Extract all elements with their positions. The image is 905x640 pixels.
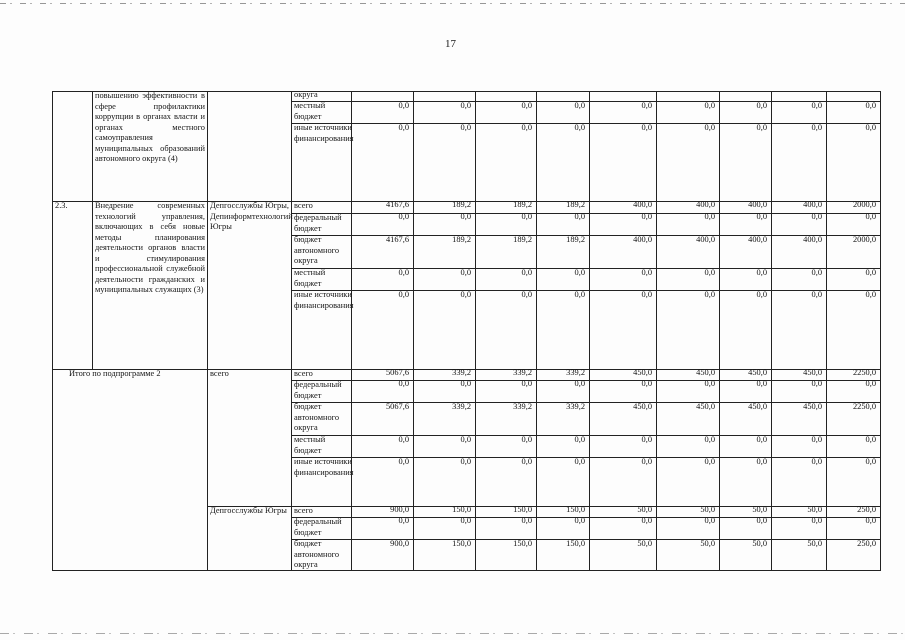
total-value: 400,0 [696, 200, 715, 209]
activity-description: Внедрение современных технологий управления, включающих в себя новые методы планирования деятельности органов власти и стимулирования профессиональной служебной деятельности гражданских и муниципальных служащих (3) [95, 201, 205, 294]
page-number: 17 [445, 38, 456, 50]
other-sources-value: 0,0 [704, 457, 715, 466]
federal-budget-value: 0,0 [704, 379, 715, 388]
local-budget-value: 0,0 [398, 268, 409, 277]
funding-source-label: иные источники финансирования [294, 290, 354, 310]
responsible-executor: Депгосслужбы Югры, Депинформтехнологий Югры [210, 201, 293, 231]
federal-budget-value: 0,0 [865, 516, 876, 525]
grid-line-vertical [536, 91, 537, 571]
funding-source-label: федеральный бюджет [294, 517, 342, 537]
other-sources-value: 0,0 [398, 457, 409, 466]
local-budget-value: 0,0 [398, 101, 409, 110]
funding-source-label: местный бюджет [294, 101, 326, 121]
federal-budget-value: 0,0 [398, 212, 409, 221]
other-sources-value: 0,0 [811, 290, 822, 299]
local-budget-value: 0,0 [574, 268, 585, 277]
other-sources-value: 0,0 [641, 457, 652, 466]
local-budget-value: 0,0 [521, 268, 532, 277]
total-value: 400,0 [748, 200, 767, 209]
funding-source-label: всего [294, 369, 313, 378]
federal-budget-value: 0,0 [521, 212, 532, 221]
local-budget-value: 0,0 [865, 435, 876, 444]
federal-budget-value: 0,0 [641, 516, 652, 525]
grid-line-vertical [656, 91, 657, 571]
total-value: 400,0 [633, 200, 652, 209]
other-sources-value: 0,0 [574, 290, 585, 299]
grid-line-vertical [291, 91, 292, 571]
okrug-budget-value: 250,0 [857, 539, 876, 548]
funding-source-label: всего [294, 201, 313, 210]
other-sources-value: 0,0 [574, 457, 585, 466]
responsible-executor: Депгосслужбы Югры [210, 506, 287, 515]
okrug-budget-value: 189,2 [452, 235, 471, 244]
total-value: 150,0 [513, 505, 532, 514]
other-sources-value: 0,0 [460, 457, 471, 466]
grid-line-vertical [475, 91, 476, 571]
other-sources-value: 0,0 [521, 290, 532, 299]
total-value: 339,2 [452, 368, 471, 377]
okrug-budget-value: 339,2 [566, 402, 585, 411]
local-budget-value: 0,0 [704, 101, 715, 110]
subprogram-total-label: Итого по подпрограмме 2 [69, 369, 161, 378]
local-budget-value: 0,0 [641, 268, 652, 277]
local-budget-value: 0,0 [756, 268, 767, 277]
local-budget-value: 0,0 [865, 101, 876, 110]
okrug-budget-value: 2000,0 [852, 235, 876, 244]
federal-budget-value: 0,0 [641, 379, 652, 388]
federal-budget-value: 0,0 [641, 212, 652, 221]
okrug-budget-value: 4167,6 [385, 235, 409, 244]
okrug-budget-value: 50,0 [637, 539, 652, 548]
okrug-budget-value: 5067,6 [385, 402, 409, 411]
federal-budget-value: 0,0 [460, 212, 471, 221]
okrug-budget-value: 450,0 [696, 402, 715, 411]
local-budget-value: 0,0 [574, 435, 585, 444]
local-budget-value: 0,0 [521, 435, 532, 444]
okrug-budget-value: 400,0 [803, 235, 822, 244]
other-sources-value: 0,0 [811, 457, 822, 466]
okrug-budget-value: 50,0 [700, 539, 715, 548]
local-budget-value: 0,0 [865, 268, 876, 277]
federal-budget-value: 0,0 [574, 212, 585, 221]
other-sources-value: 0,0 [398, 123, 409, 132]
local-budget-value: 0,0 [704, 435, 715, 444]
okrug-budget-value: 400,0 [748, 235, 767, 244]
scan-edge-bottom [0, 633, 905, 634]
okrug-budget-value: 50,0 [752, 539, 767, 548]
local-budget-value: 0,0 [460, 268, 471, 277]
funding-source-label: бюджет автономного округа [294, 402, 340, 432]
okrug-budget-value: 450,0 [633, 402, 652, 411]
okrug-budget-value: 339,2 [513, 402, 532, 411]
federal-budget-value: 0,0 [460, 379, 471, 388]
table-left-border [52, 91, 53, 571]
funding-source-label: федеральный бюджет [294, 213, 342, 233]
total-value: 50,0 [700, 505, 715, 514]
federal-budget-value: 0,0 [704, 212, 715, 221]
total-value: 2250,0 [852, 368, 876, 377]
federal-budget-value: 0,0 [521, 516, 532, 525]
local-budget-value: 0,0 [398, 435, 409, 444]
activity-description: повышению эффективности в сфере профилактики коррупции в органах власти и органах местного самоуправления муниципальных образований автономного округа (4) [95, 91, 205, 163]
okrug-budget-value: 450,0 [748, 402, 767, 411]
total-value: 339,2 [513, 368, 532, 377]
federal-budget-value: 0,0 [865, 379, 876, 388]
local-budget-value: 0,0 [460, 435, 471, 444]
local-budget-value: 0,0 [811, 101, 822, 110]
total-value: 189,2 [452, 200, 471, 209]
grid-line-vertical [589, 91, 590, 571]
okrug-budget-value: 50,0 [807, 539, 822, 548]
total-value: 50,0 [637, 505, 652, 514]
other-sources-value: 0,0 [398, 290, 409, 299]
other-sources-value: 0,0 [756, 123, 767, 132]
federal-budget-value: 0,0 [756, 379, 767, 388]
federal-budget-value: 0,0 [756, 516, 767, 525]
other-sources-value: 0,0 [460, 290, 471, 299]
funding-source-label: федеральный бюджет [294, 380, 342, 400]
grid-line-vertical [771, 91, 772, 571]
okrug-budget-value: 400,0 [633, 235, 652, 244]
federal-budget-value: 0,0 [460, 516, 471, 525]
local-budget-value: 0,0 [641, 435, 652, 444]
grid-line-vertical [413, 91, 414, 571]
federal-budget-value: 0,0 [574, 379, 585, 388]
funding-source-label: местный бюджет [294, 268, 326, 288]
federal-budget-value: 0,0 [756, 212, 767, 221]
funding-source-label: округа [294, 90, 318, 99]
local-budget-value: 0,0 [460, 101, 471, 110]
okrug-budget-value: 2250,0 [852, 402, 876, 411]
federal-budget-value: 0,0 [521, 379, 532, 388]
other-sources-value: 0,0 [574, 123, 585, 132]
total-value: 150,0 [566, 505, 585, 514]
total-value: 5067,6 [385, 368, 409, 377]
other-sources-value: 0,0 [641, 290, 652, 299]
other-sources-value: 0,0 [865, 457, 876, 466]
other-sources-value: 0,0 [641, 123, 652, 132]
funding-source-label: иные источники финансирования [294, 457, 354, 477]
other-sources-value: 0,0 [460, 123, 471, 132]
federal-budget-value: 0,0 [398, 379, 409, 388]
responsible-executor: всего [210, 369, 229, 378]
local-budget-value: 0,0 [641, 101, 652, 110]
okrug-budget-value: 450,0 [803, 402, 822, 411]
total-value: 450,0 [803, 368, 822, 377]
other-sources-value: 0,0 [811, 123, 822, 132]
grid-line-vertical [351, 91, 352, 571]
okrug-budget-value: 150,0 [513, 539, 532, 548]
funding-source-label: местный бюджет [294, 435, 326, 455]
federal-budget-value: 0,0 [811, 212, 822, 221]
local-budget-value: 0,0 [756, 435, 767, 444]
funding-source-label: всего [294, 506, 313, 515]
local-budget-value: 0,0 [811, 268, 822, 277]
federal-budget-value: 0,0 [574, 516, 585, 525]
other-sources-value: 0,0 [865, 290, 876, 299]
total-value: 50,0 [807, 505, 822, 514]
okrug-budget-value: 189,2 [513, 235, 532, 244]
other-sources-value: 0,0 [521, 457, 532, 466]
total-value: 50,0 [752, 505, 767, 514]
total-value: 400,0 [803, 200, 822, 209]
funding-source-label: бюджет автономного округа [294, 539, 340, 569]
total-value: 189,2 [513, 200, 532, 209]
total-value: 450,0 [696, 368, 715, 377]
total-value: 339,2 [566, 368, 585, 377]
total-value: 250,0 [857, 505, 876, 514]
okrug-budget-value: 189,2 [566, 235, 585, 244]
other-sources-value: 0,0 [865, 123, 876, 132]
grid-line-vertical [719, 91, 720, 571]
okrug-budget-value: 339,2 [452, 402, 471, 411]
total-value: 150,0 [452, 505, 471, 514]
local-budget-value: 0,0 [521, 101, 532, 110]
local-budget-value: 0,0 [704, 268, 715, 277]
federal-budget-value: 0,0 [811, 516, 822, 525]
funding-source-label: бюджет автономного округа [294, 235, 340, 265]
other-sources-value: 0,0 [756, 457, 767, 466]
other-sources-value: 0,0 [521, 123, 532, 132]
total-value: 2000,0 [852, 200, 876, 209]
other-sources-value: 0,0 [704, 123, 715, 132]
funding-source-label: иные источники финансирования [294, 123, 354, 143]
federal-budget-value: 0,0 [865, 212, 876, 221]
local-budget-value: 0,0 [811, 435, 822, 444]
total-value: 450,0 [748, 368, 767, 377]
grid-line-vertical [207, 91, 208, 571]
local-budget-value: 0,0 [574, 101, 585, 110]
total-value: 189,2 [566, 200, 585, 209]
table-right-border [880, 91, 881, 571]
okrug-budget-value: 150,0 [452, 539, 471, 548]
table-bottom-border [52, 570, 881, 571]
local-budget-value: 0,0 [756, 101, 767, 110]
grid-line-vertical [826, 91, 827, 571]
okrug-budget-value: 150,0 [566, 539, 585, 548]
total-value: 4167,6 [385, 200, 409, 209]
other-sources-value: 0,0 [756, 290, 767, 299]
federal-budget-value: 0,0 [398, 516, 409, 525]
other-sources-value: 0,0 [704, 290, 715, 299]
total-value: 450,0 [633, 368, 652, 377]
okrug-budget-value: 900,0 [390, 539, 409, 548]
okrug-budget-value: 400,0 [696, 235, 715, 244]
federal-budget-value: 0,0 [811, 379, 822, 388]
total-value: 900,0 [390, 505, 409, 514]
federal-budget-value: 0,0 [704, 516, 715, 525]
activity-number: 2.3. [55, 201, 68, 210]
